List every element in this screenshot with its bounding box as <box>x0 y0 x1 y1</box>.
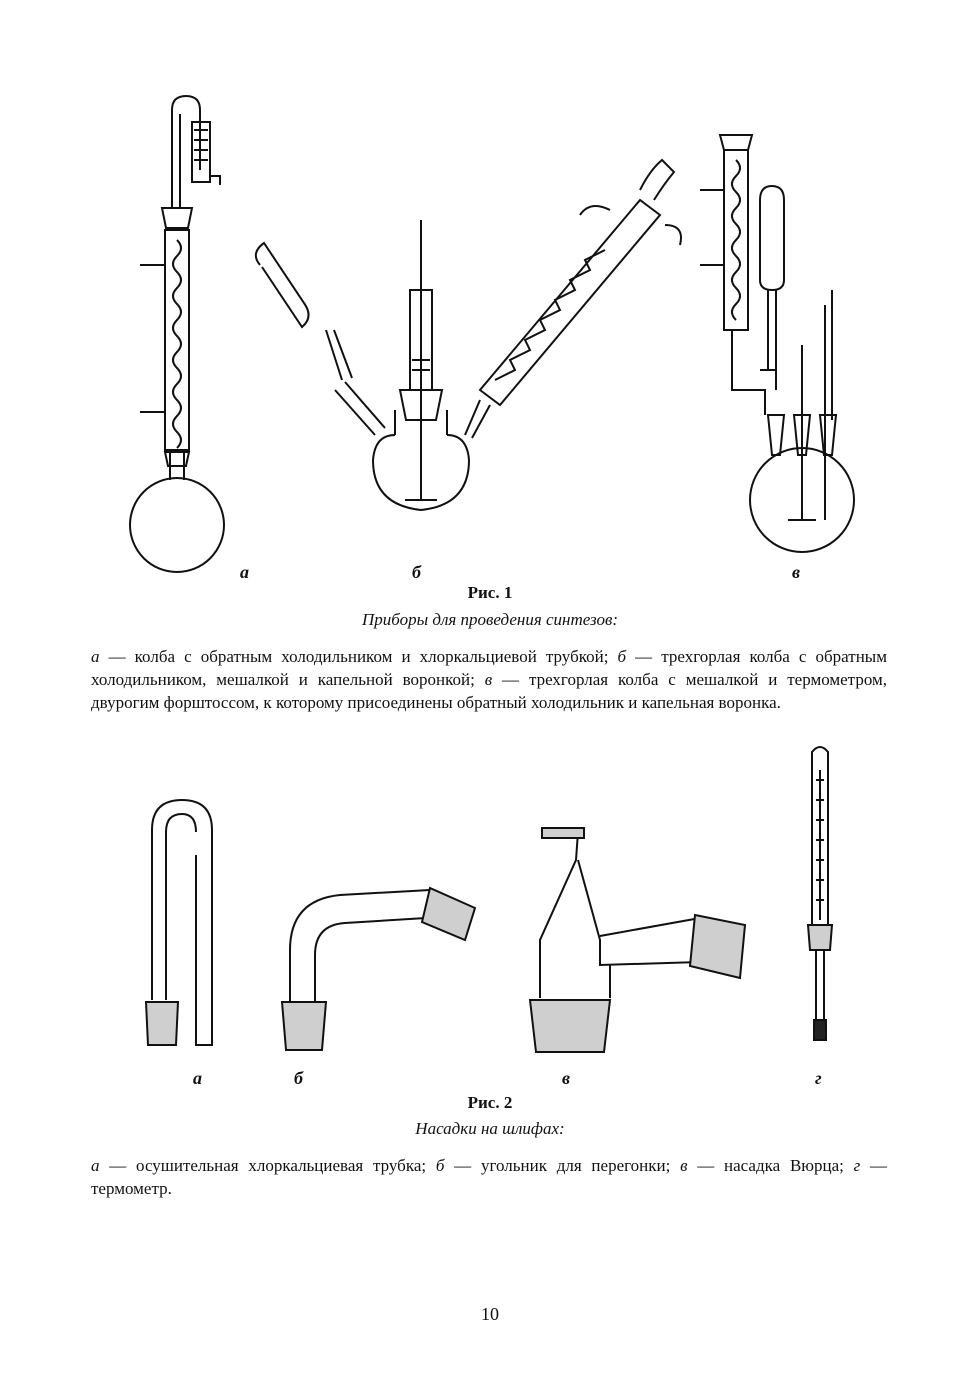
figure-1-title: Рис. 1 <box>467 583 513 602</box>
figure-2-label-a: а <box>193 1068 202 1088</box>
figure-2-label-g: г <box>815 1068 822 1088</box>
caption-1-letter-v: в <box>484 670 493 689</box>
figure-2-caption <box>91 1154 887 1200</box>
caption-1-text-b: — трехгорлая колба с обратным холодильником, мешалкой и капельной воронкой; <box>91 647 887 689</box>
apparatus-b-drawing <box>256 160 681 510</box>
caption-2-letter-a: а <box>91 1156 100 1175</box>
attachment-g-drawing <box>808 747 832 1040</box>
apparatus-a-drawing <box>130 96 224 572</box>
caption-2-letter-g: г <box>853 1156 861 1175</box>
figure-1-label-v: в <box>792 562 801 582</box>
caption-1-text-a: — колба с обратным холодильником и хлоркальциевой трубкой; <box>99 647 618 666</box>
caption-2-text-a: — осушительная хлоркальциевая трубка; <box>99 1156 436 1175</box>
figure-1-label-b: б <box>412 562 421 582</box>
caption-2-letter-v: в <box>680 1156 688 1175</box>
apparatus-v-drawing <box>700 135 854 552</box>
figure-2-label-b: б <box>294 1068 303 1088</box>
caption-2-text-b: — угольник для перегонки; <box>444 1156 681 1175</box>
caption-1-letter-b: б <box>617 647 627 666</box>
figure-2-subtitle: Насадки на шлифах: <box>415 1119 565 1138</box>
attachment-a-drawing <box>146 800 212 1045</box>
figure-2-label-v: в <box>562 1068 571 1088</box>
figure-2-title: Рис. 2 <box>467 1093 513 1112</box>
caption-2-letter-b: б <box>435 1156 445 1175</box>
attachment-b-drawing <box>282 888 475 1050</box>
page-number: 10 <box>481 1304 499 1324</box>
caption-1-letter-a: а <box>91 647 100 666</box>
figure-1-label-a: а <box>240 562 249 582</box>
figure-2-illustration <box>130 740 850 1090</box>
caption-2-text-g: — термометр. <box>91 1156 888 1198</box>
attachment-v-drawing <box>530 828 745 1052</box>
figure-1-caption <box>91 645 887 714</box>
caption-1-text-v: — трехгорлая колба с мешалкой и термометром, двурогим форштоссом, к которому присоединены обратный холодильник и капельная воронка. <box>91 670 888 712</box>
caption-2-text-v: — насадка Вюрца; <box>687 1156 854 1175</box>
figure-1-subtitle: Приборы для проведения синтезов: <box>362 610 618 629</box>
figure-1-illustration <box>120 90 860 580</box>
